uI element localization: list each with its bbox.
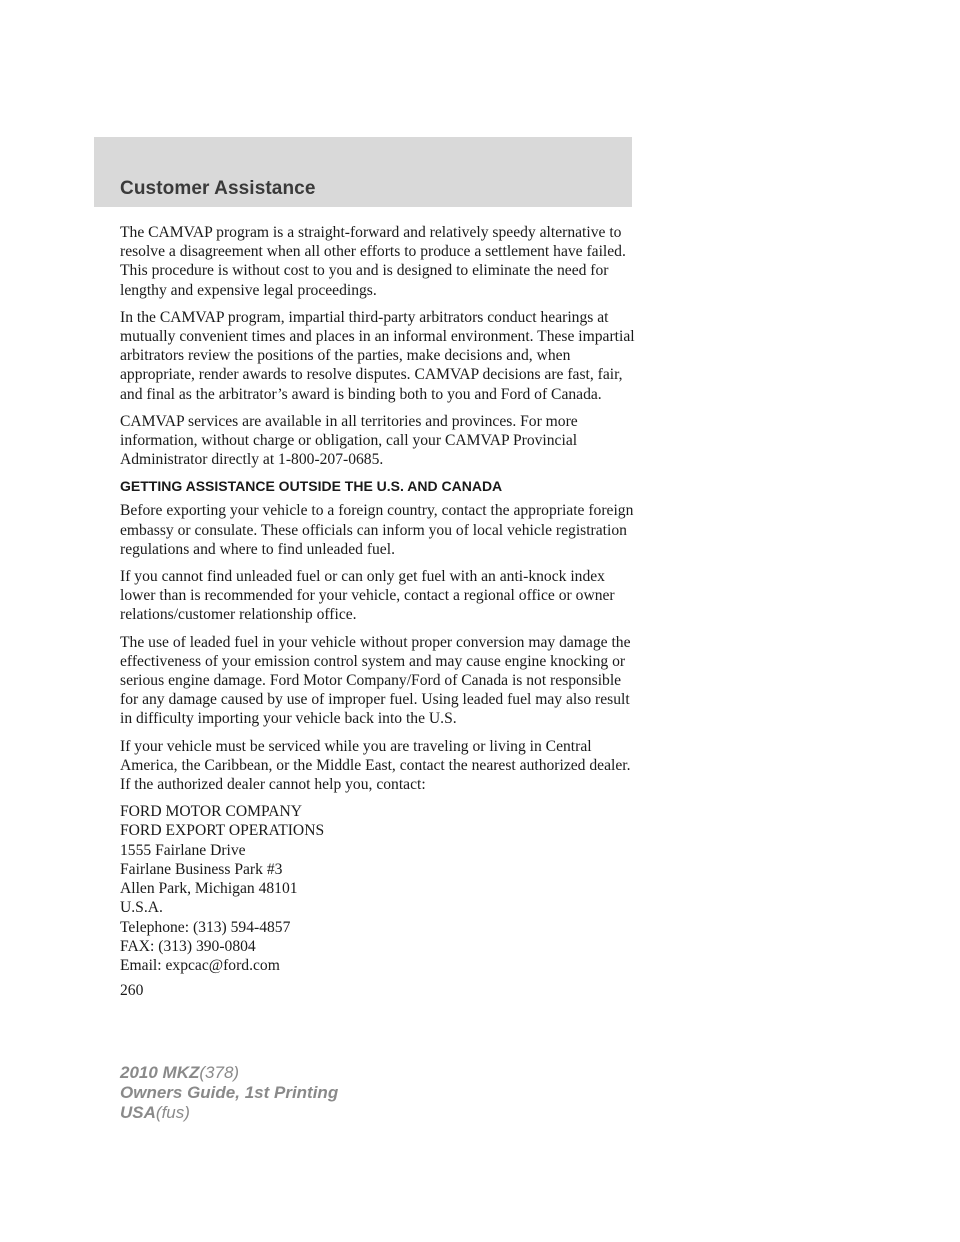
address-line: 1555 Fairlane Drive	[120, 841, 246, 859]
footer-guide: Owners Guide, 1st Printing	[120, 1083, 339, 1102]
body-paragraph: In the CAMVAP program, impartial third-party arbitrators conduct hearings at mutually convenient times and places in an informal environment. These impartial arbitrators review the positions of the parties, make decisions and, when appropriate, render awards to resolve disputes. CAMVAP decisions are fast, fair, and final as the arbitrator’s award is binding both to you and Ford of Canada.	[120, 308, 635, 403]
footer-region-code: (fus)	[155, 1103, 190, 1122]
footer-line-region	[120, 1103, 338, 1123]
page-title: Customer Assistance	[120, 178, 316, 199]
footer-line-model	[120, 1063, 338, 1083]
page-number: 260	[120, 982, 144, 1000]
body-paragraph: The use of leaded fuel in your vehicle without proper conversion may damage the effectiveness of your emission control system and may cause engine knocking or serious engine damage. Ford Motor Company/Ford of Canada is not responsible for any damage caused by use of improper fuel. Using leaded fuel may also result in difficulty importing your vehicle back into the U.S.	[120, 633, 631, 728]
body-paragraph: Before exporting your vehicle to a foreign country, contact the appropriate foreign embassy or consulate. These officials can inform you of local vehicle registration regulations and where to find unleaded fuel.	[120, 502, 634, 558]
footer-region: USA	[120, 1103, 156, 1122]
footer-model: 2010 MKZ	[120, 1063, 200, 1082]
body-paragraph: If you cannot find unleaded fuel or can only get fuel with an anti-knock index lower than is recommended for your vehicle, contact a regional office or owner relations/customer relationship office.	[120, 568, 615, 624]
address-line: FORD EXPORT OPERATIONS	[120, 822, 325, 840]
body-paragraph: The CAMVAP program is a straight-forward and relatively speedy alternative to resolve a disagreement when all other efforts to produce a settlement have failed. This procedure is without cost to you and is designed to eliminate the need for lengthy and expensive legal proceedings.	[120, 224, 626, 299]
address-email: Email: expcac@ford.com	[120, 956, 280, 974]
contact-address	[120, 802, 640, 975]
body-paragraph: CAMVAP services are available in all territories and provinces. For more information, without charge or obligation, call your CAMVAP Provincial Administrator directly at 1-800-207-0685.	[120, 412, 578, 469]
address-fax: FAX: (313) 390-0804	[120, 937, 256, 955]
address-line: Allen Park, Michigan 48101	[120, 880, 298, 898]
print-footer	[120, 1063, 338, 1123]
address-line: FORD MOTOR COMPANY	[120, 803, 302, 821]
address-line: U.S.A.	[120, 899, 163, 917]
footer-line-guide	[120, 1083, 338, 1103]
body-paragraph: If your vehicle must be serviced while you are traveling or living in Central America, the Caribbean, or the Middle East, contact the nearest authorized dealer. If the authorized dealer cannot help you, contact:	[120, 737, 631, 794]
document-body	[120, 223, 640, 1008]
address-phone: Telephone: (313) 594-4857	[120, 918, 291, 936]
footer-model-code: (378)	[199, 1063, 240, 1082]
section-header	[94, 137, 632, 207]
section-heading: GETTING ASSISTANCE OUTSIDE THE U.S. AND CANADA	[120, 478, 503, 495]
address-line: Fairlane Business Park #3	[120, 860, 283, 878]
